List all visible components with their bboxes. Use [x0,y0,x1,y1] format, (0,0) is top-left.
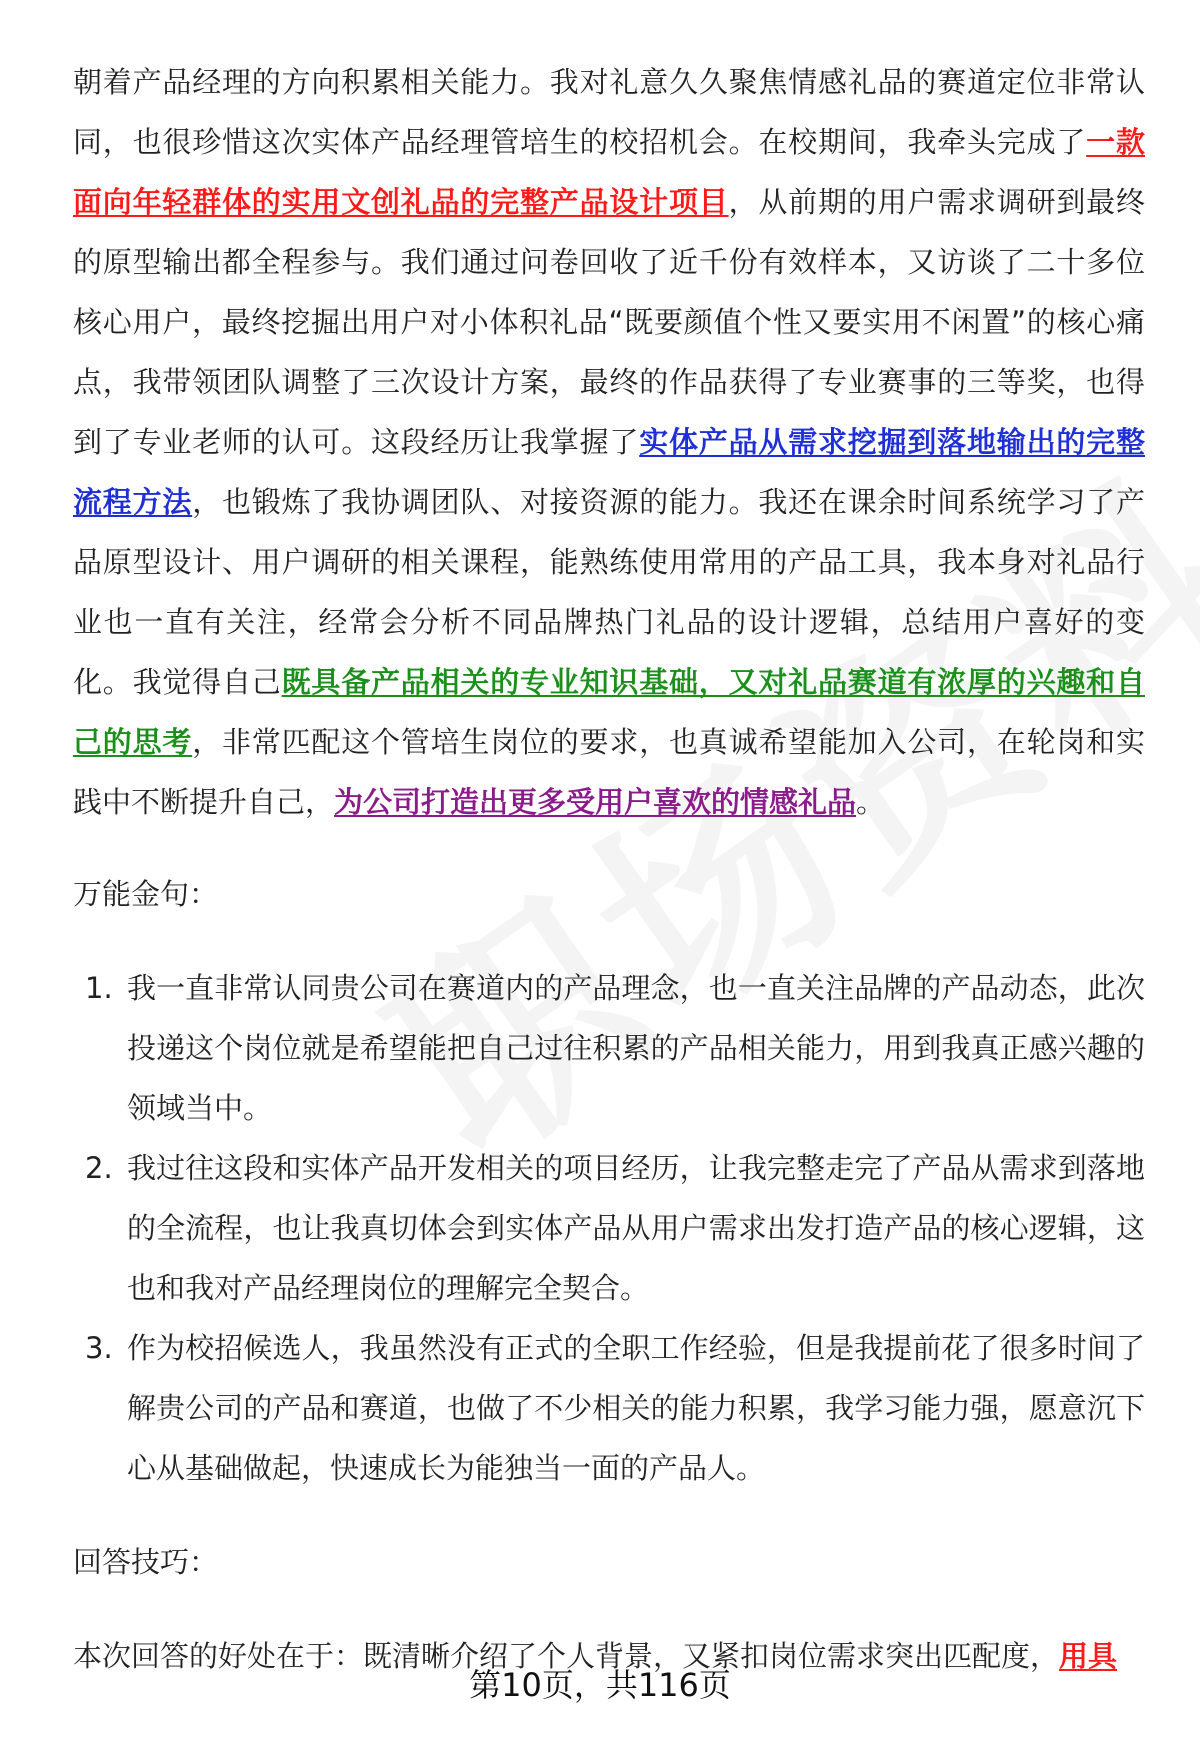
list-item-number: 3. [85,1331,113,1365]
list-item [73,1138,1145,1318]
list-item-text: 我一直非常认同贵公司在赛道内的产品理念，也一直关注品牌的产品动态，此次投递这个岗位就是希望能把自己过往积累的产品相关能力，用到我真正感兴趣的领域当中。 [127,971,1145,1125]
intro-paragraph [73,52,1145,832]
list-item [73,958,1145,1138]
list-item-number: 1. [85,971,113,1005]
highlight-goal: 为公司打造出更多受用户喜欢的情感礼品 [334,785,857,819]
answer-tips-highlight: 用具 [1059,1639,1118,1673]
golden-sentences-heading: 万能金句： [73,877,219,911]
list-item-text: 我过往这段和实体产品开发相关的项目经历，让我完整走完了产品从需求到落地的全流程，也让我真切体会到实体产品从用户需求出发打造产品的核心逻辑，这也和我对产品经理岗位的理解完全契合。 [127,1151,1145,1305]
answer-tips-text: 本次回答的好处在于：既清晰介绍了个人背景，又紧扣岗位需求突出匹配度， [73,1639,1060,1673]
highlight-knowledge: 既具备产品相关的专业知识基础，又对礼品赛道有浓厚的兴趣和自己的思考 [73,665,1145,759]
intro-text-3: ，也锻炼了我协调团队、对接资源的能力。我还在课余时间系统学习了产品原型设计、用户调研的相关课程，能熟练使用常用的产品工具，我本身对礼品行业也一直有关注，经常会分析不同品牌热门礼品的设计逻辑，总结用户喜好的变化。我觉得自己 [73,485,1145,699]
answer-tips-heading: 回答技巧： [73,1545,219,1579]
intro-text-5: 。 [856,785,886,819]
golden-sentences-list [73,958,1145,1498]
list-item [73,1318,1145,1498]
intro-text-1: 朝着产品经理的方向积累相关能力。我对礼意久久聚焦情感礼品的赛道定位非常认同，也很珍惜这次实体产品经理管培生的校招机会。在校期间，我牵头完成了 [73,65,1145,159]
list-item-number: 2. [85,1151,113,1185]
highlight-process: 实体产品从需求挖掘到落地输出的完整流程方法 [73,425,1145,519]
intro-text-4: ，非常匹配这个管培生岗位的要求，也真诚希望能加入公司，在轮岗和实践中不断提升自己， [73,725,1145,819]
list-item-text: 作为校招候选人，我虽然没有正式的全职工作经验，但是我提前花了很多时间了解贵公司的产品和赛道，也做了不少相关的能力积累，我学习能力强，愿意沉下心从基础做起，快速成长为能独当一面的产品人。 [127,1331,1145,1485]
highlight-project: 一款面向年轻群体的实用文创礼品的完整产品设计项目 [73,125,1145,219]
intro-text-2: ，从前期的用户需求调研到最终的原型输出都全程参与。我们通过问卷回收了近千份有效样本，又访谈了二十多位核心用户，最终挖掘出用户对小体积礼品“既要颜值个性又要实用不闲置”的核心痛点，我带领团队调整了三次设计方案，最终的作品获得了专业赛事的三等奖，也得到了专业老师的认可。这段经历让我掌握了 [73,185,1145,459]
document-body [73,52,1145,1686]
page-number: 第10页，共116页 [469,1666,731,1704]
